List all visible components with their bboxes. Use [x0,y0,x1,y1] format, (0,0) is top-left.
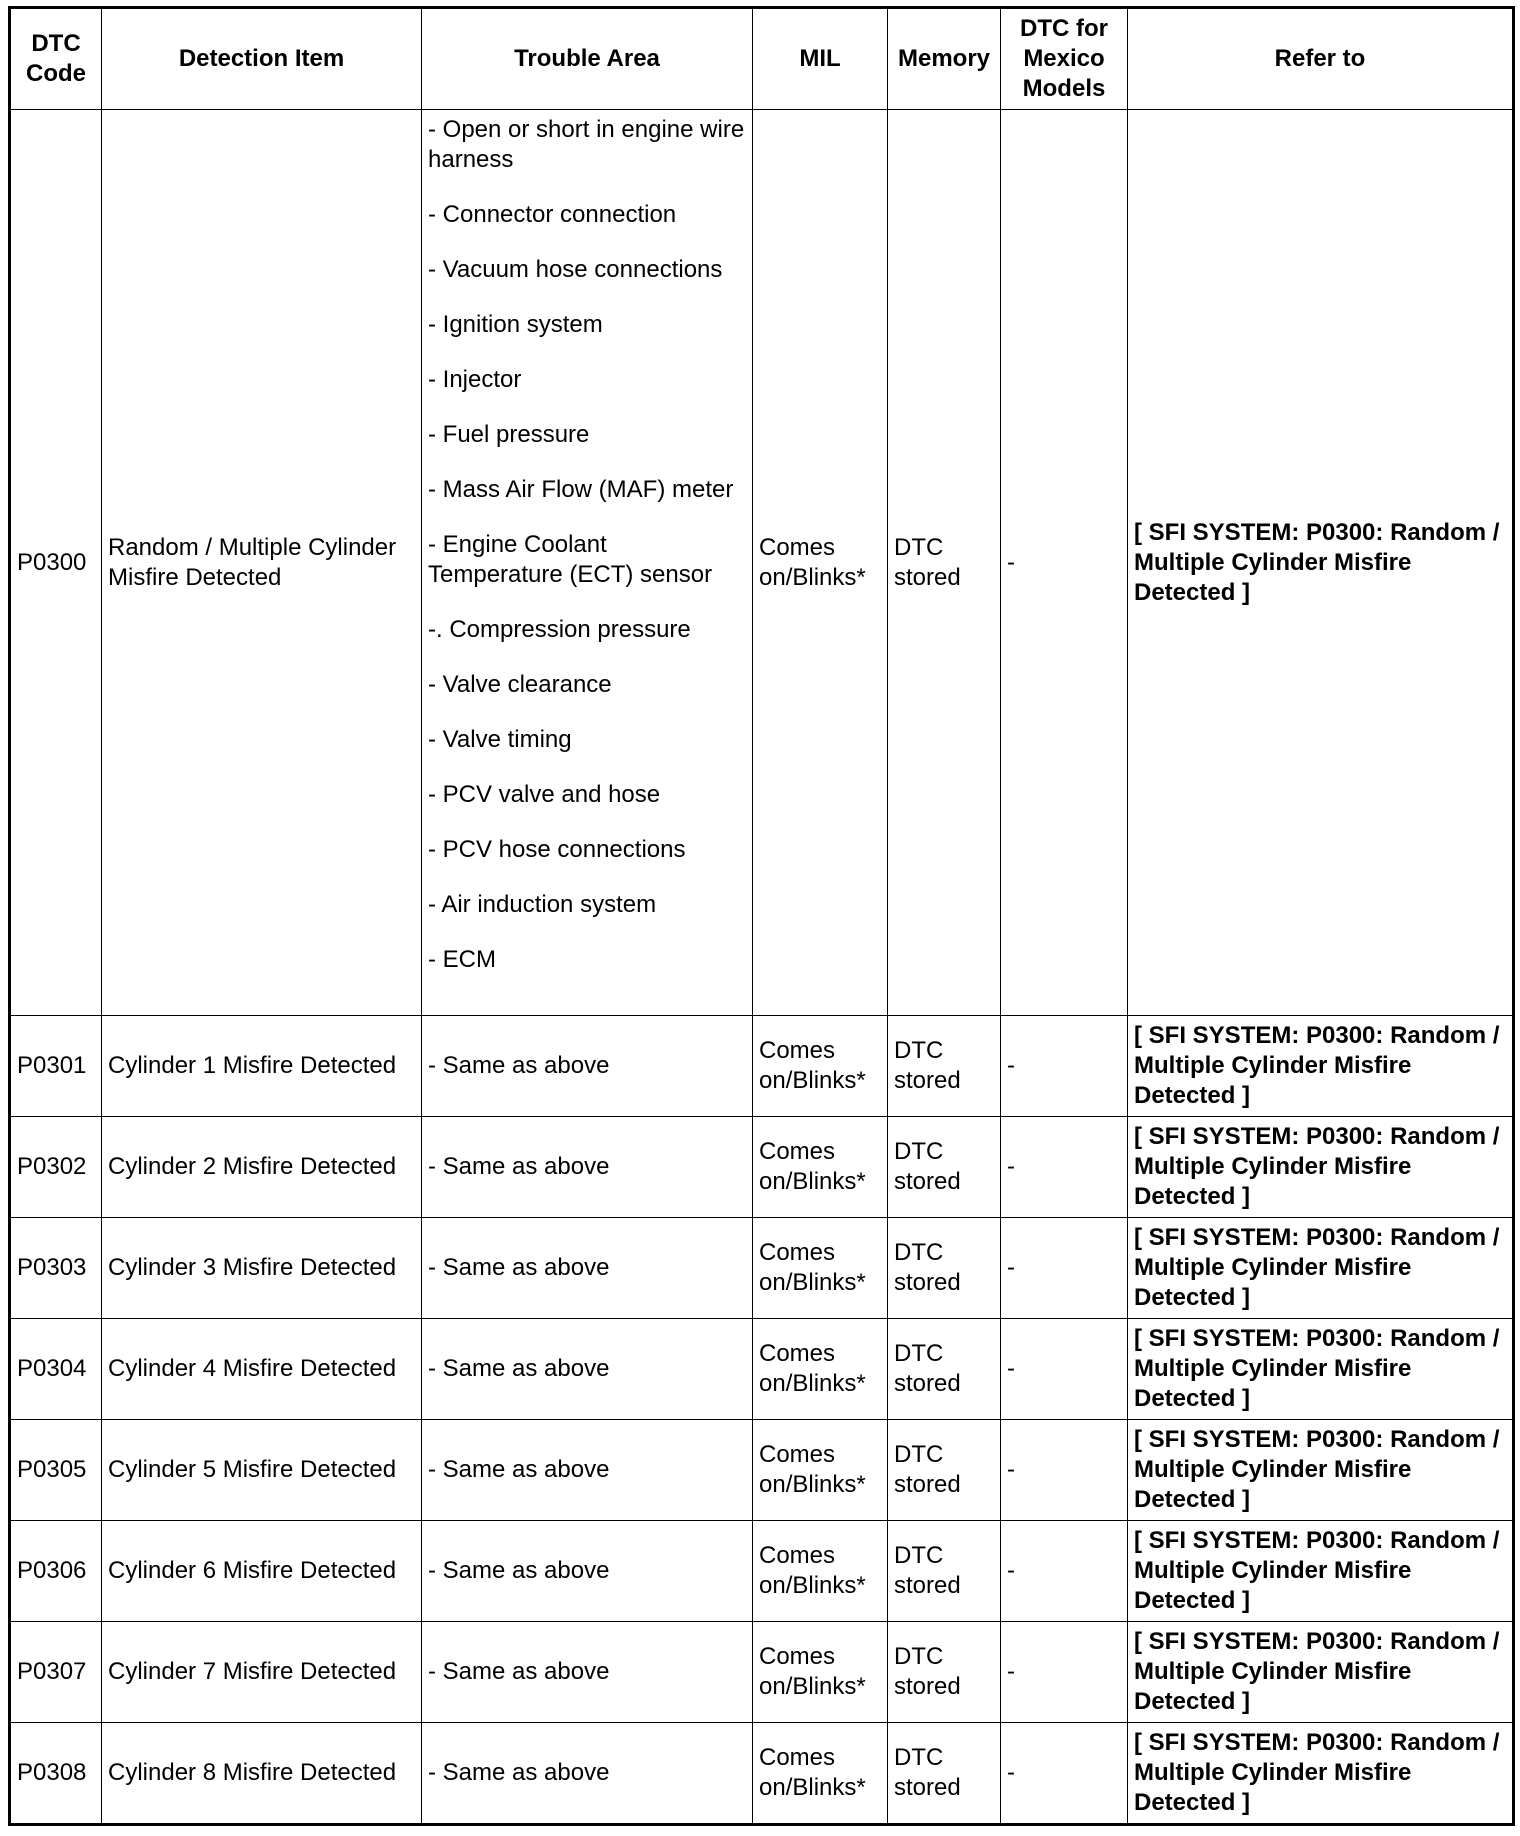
trouble-area-item: - Valve timing [428,726,572,753]
cell-dtc-mexico: - [1001,1319,1128,1420]
header-dtc-mexico: DTC for Mexico Models [1001,8,1128,110]
cell-detection-item: Cylinder 8 Misfire Detected [102,1723,422,1825]
cell-mil: Comes on/Blinks* [753,1218,888,1319]
cell-refer-to: [ SFI SYSTEM: P0300: Random / Multiple Cylinder Misfire Detected ] [1128,1218,1514,1319]
cell-detection-item: Cylinder 5 Misfire Detected [102,1420,422,1521]
header-refer-to: Refer to [1128,8,1514,110]
cell-dtc-code: P0300 [10,110,102,1016]
trouble-area-item: - PCV valve and hose [428,781,661,808]
cell-refer-to: [ SFI SYSTEM: P0300: Random / Multiple Cylinder Misfire Detected ] [1128,1622,1514,1723]
cell-memory: DTC stored [888,110,1001,1016]
cell-detection-item: Cylinder 6 Misfire Detected [102,1521,422,1622]
cell-mil: Comes on/Blinks* [753,110,888,1016]
cell-trouble-area: - Same as above [422,1622,753,1723]
trouble-area-item: - ECM [428,946,496,973]
cell-detection-item: Cylinder 3 Misfire Detected [102,1218,422,1319]
trouble-area-item: - PCV hose connections [428,836,686,863]
header-detection-item: Detection Item [102,8,422,110]
cell-refer-to: [ SFI SYSTEM: P0300: Random / Multiple Cylinder Misfire Detected ] [1128,1319,1514,1420]
cell-dtc-mexico: - [1001,1218,1128,1319]
trouble-area-item: - Injector [428,366,522,393]
cell-mil: Comes on/Blinks* [753,1521,888,1622]
cell-trouble-area: - Same as above [422,1319,753,1420]
cell-memory: DTC stored [888,1723,1001,1825]
cell-dtc-code: P0308 [10,1723,102,1825]
cell-dtc-code: P0305 [10,1420,102,1521]
cell-dtc-mexico: - [1001,1016,1128,1117]
cell-mil: Comes on/Blinks* [753,1016,888,1117]
dtc-table [8,6,1515,1826]
trouble-area-item: - Air induction system [428,891,657,918]
cell-dtc-mexico: - [1001,1622,1128,1723]
cell-trouble-area: - Same as above [422,1117,753,1218]
trouble-area-item: -. Compression pressure [428,616,691,643]
cell-dtc-mexico: - [1001,1420,1128,1521]
table-row-p0307 [10,1622,1514,1723]
trouble-area-item: - Fuel pressure [428,421,590,448]
table-row-p0305 [10,1420,1514,1521]
cell-refer-to: [ SFI SYSTEM: P0300: Random / Multiple Cylinder Misfire Detected ] [1128,1117,1514,1218]
cell-detection-item: Cylinder 1 Misfire Detected [102,1016,422,1117]
trouble-area-item: - Connector connection [428,201,677,228]
header-memory: Memory [888,8,1001,110]
cell-memory: DTC stored [888,1420,1001,1521]
cell-memory: DTC stored [888,1218,1001,1319]
table-row-p0308 [10,1723,1514,1825]
table-row-p0304 [10,1319,1514,1420]
cell-dtc-code: P0301 [10,1016,102,1117]
table-row-p0306 [10,1521,1514,1622]
cell-trouble-area: - Same as above [422,1723,753,1825]
cell-refer-to: [ SFI SYSTEM: P0300: Random / Multiple Cylinder Misfire Detected ] [1128,1016,1514,1117]
cell-trouble-area: - Same as above [422,1218,753,1319]
cell-detection-item: Cylinder 2 Misfire Detected [102,1117,422,1218]
cell-trouble-area: - Same as above [422,1420,753,1521]
table-row-p0303 [10,1218,1514,1319]
table-row-p0300 [10,110,1514,1016]
cell-trouble-area: - Same as above [422,1521,753,1622]
cell-mil: Comes on/Blinks* [753,1723,888,1825]
header-row [10,8,1514,110]
cell-detection-item: Cylinder 4 Misfire Detected [102,1319,422,1420]
cell-memory: DTC stored [888,1016,1001,1117]
header-mil: MIL [753,8,888,110]
cell-mil: Comes on/Blinks* [753,1319,888,1420]
trouble-area-item: - Mass Air Flow (MAF) meter [428,476,734,503]
cell-dtc-code: P0307 [10,1622,102,1723]
header-trouble-area: Trouble Area [422,8,753,110]
cell-dtc-mexico: - [1001,1723,1128,1825]
cell-trouble-area-list [422,110,753,1016]
cell-mil: Comes on/Blinks* [753,1622,888,1723]
trouble-area-item: - Vacuum hose connections [428,256,723,283]
cell-dtc-code: P0303 [10,1218,102,1319]
trouble-area-item: - Ignition system [428,311,603,338]
cell-refer-to: [ SFI SYSTEM: P0300: Random / Multiple Cylinder Misfire Detected ] [1128,110,1514,1016]
cell-memory: DTC stored [888,1521,1001,1622]
dtc-document [8,6,1512,1826]
cell-refer-to: [ SFI SYSTEM: P0300: Random / Multiple Cylinder Misfire Detected ] [1128,1521,1514,1622]
cell-dtc-code: P0302 [10,1117,102,1218]
cell-mil: Comes on/Blinks* [753,1117,888,1218]
cell-memory: DTC stored [888,1622,1001,1723]
cell-memory: DTC stored [888,1319,1001,1420]
table-row-p0302 [10,1117,1514,1218]
cell-dtc-code: P0304 [10,1319,102,1420]
trouble-area-item: - Engine Coolant Temperature (ECT) sensor [428,531,713,588]
trouble-area-item: - Valve clearance [428,671,612,698]
cell-mil: Comes on/Blinks* [753,1420,888,1521]
cell-dtc-mexico: - [1001,1521,1128,1622]
table-row-p0301 [10,1016,1514,1117]
cell-trouble-area: - Same as above [422,1016,753,1117]
cell-memory: DTC stored [888,1117,1001,1218]
cell-dtc-mexico: - [1001,1117,1128,1218]
cell-dtc-code: P0306 [10,1521,102,1622]
trouble-area-item: - Open or short in engine wire harness [428,116,745,173]
cell-dtc-mexico: - [1001,110,1128,1016]
cell-refer-to: [ SFI SYSTEM: P0300: Random / Multiple Cylinder Misfire Detected ] [1128,1723,1514,1825]
cell-detection-item: Cylinder 7 Misfire Detected [102,1622,422,1723]
cell-detection-item: Random / Multiple Cylinder Misfire Detected [102,110,422,1016]
header-dtc-code: DTC Code [10,8,102,110]
cell-refer-to: [ SFI SYSTEM: P0300: Random / Multiple Cylinder Misfire Detected ] [1128,1420,1514,1521]
